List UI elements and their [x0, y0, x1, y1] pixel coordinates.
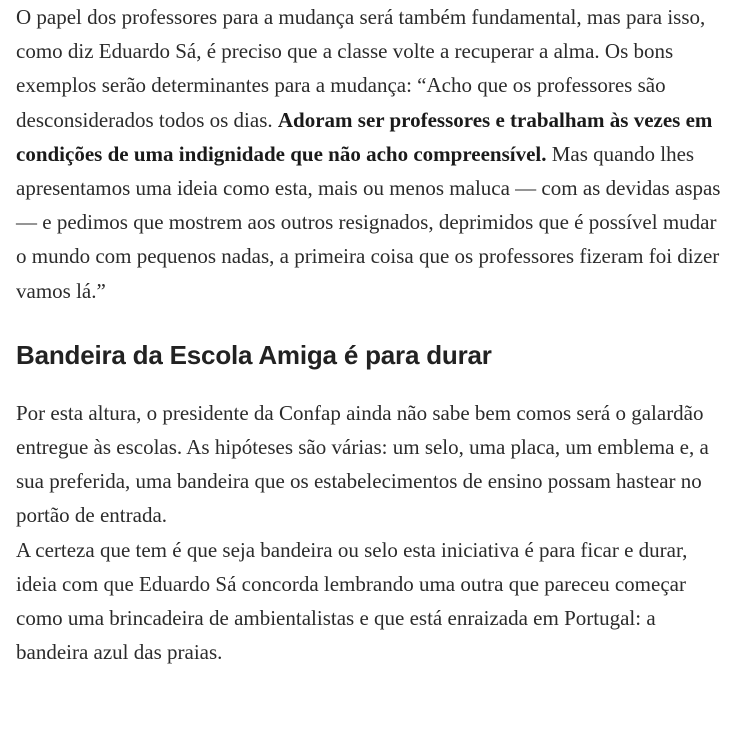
bold-quote: Adoram ser professores e trabalham às vezes em condições de uma indignidade que não acho compreensível. — [16, 107, 713, 166]
section-heading: Bandeira da Escola Amiga é para durar — [16, 339, 492, 370]
article-paragraph: Por esta altura, o presidente da Confap ainda não sabe bem comos será o galardão entregue às escolas. As hipóteses são várias: um selo, uma placa, um emblema e, a sua preferida, uma bandeira que os estabelecimentos de ensino possam hastear no portão de entrada. — [16, 400, 709, 528]
article-paragraph: A certeza que tem é que seja bandeira ou selo esta iniciativa é para ficar e durar, ideia com que Eduardo Sá concorda lembrando uma outra que pareceu começar como uma brincadeira de ambientalistas e que está enraizada em Portugal: a bandeira azul das praias. — [16, 537, 688, 665]
article-paragraph — [16, 0, 728, 308]
article-body — [16, 0, 728, 669]
paragraph-text: O papel dos professores para a mudança será também fundamental, mas para isso, como diz Eduardo Sá, é preciso que a classe volte a recuperar a alma. Os bons exemplos serão determinantes para a mudança: “Acho que os professores são desconsiderados todos os dias. — [16, 5, 706, 132]
paragraph-text: Mas quando lhes apresentamos uma ideia como esta, mais ou menos maluca — com as devidas aspas — e pedimos que mostrem aos outros resignados, deprimidos que é possível mudar o mundo com pequenos nadas, a primeira coisa que os professores fizeram foi dizer vamos lá.” — [16, 141, 721, 303]
